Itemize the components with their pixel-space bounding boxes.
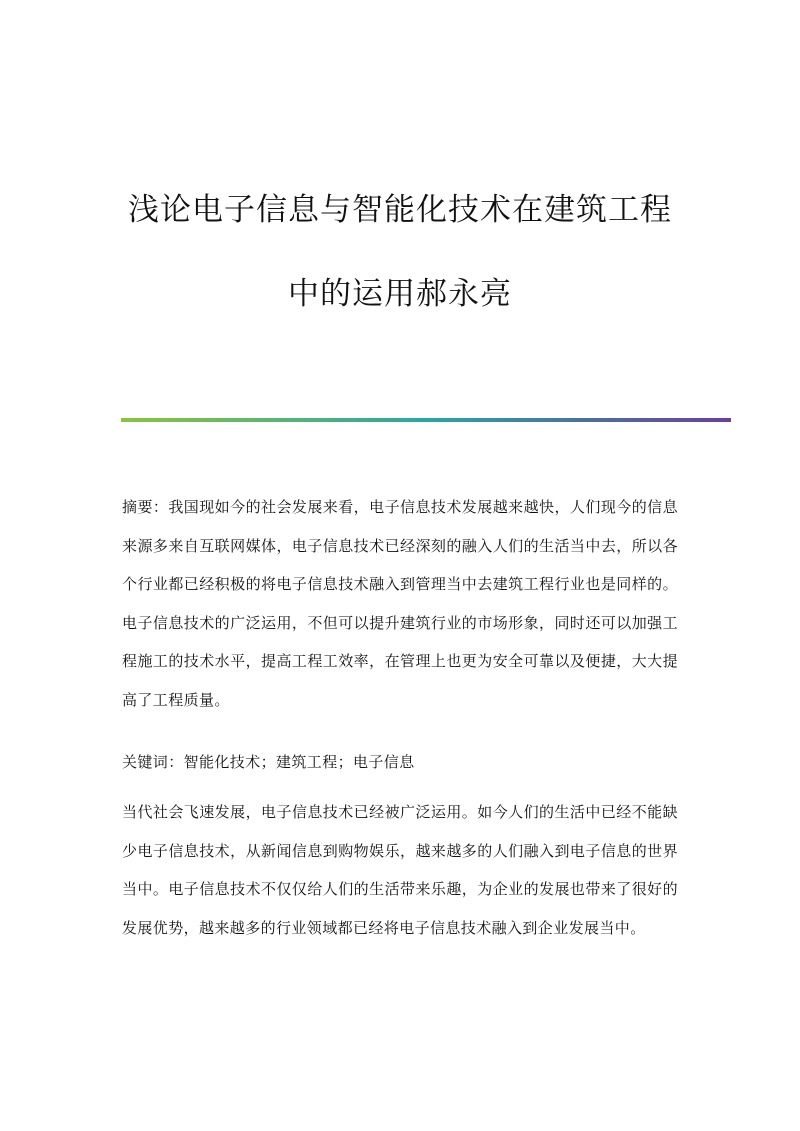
document-title-line-1: 浅论电子信息与智能化技术在建筑工程 <box>128 192 672 228</box>
keywords-line: 关键词：智能化技术；建筑工程；电子信息 <box>122 753 415 771</box>
abstract-paragraph: 摘要：我国现如今的社会发展来看，电子信息技术发展越来越快，人们现今的信息来源多来自互联网媒体，电子信息技术已经深刻的融入人们的生活当中去，所以各个行业都已经积极的将电子信息技术融入到管理当中去建筑工程行业也是同样的。电子信息技术的广泛运用，不但可以提升建筑行业的市场形象，同时还可以加强工程施工的技术水平，提高工程工效率，在管理上也更为安全可靠以及便捷，大大提高了工程质量。 <box>122 498 678 709</box>
title-divider <box>121 418 731 422</box>
document-title-line-2: 中的运用郝永亮 <box>288 276 512 312</box>
body-paragraph: 当代社会飞速发展，电子信息技术已经被广泛运用。如今人们的生活中已经不能缺少电子信息技术，从新闻信息到购物娱乐，越来越多的人们融入到电子信息的世界当中。电子信息技术不仅仅给人们的生活带来乐趣，为企业的发展也带来了很好的发展优势，越来越多的行业领域都已经将电子信息技术融入到企业发展当中。 <box>122 803 678 937</box>
